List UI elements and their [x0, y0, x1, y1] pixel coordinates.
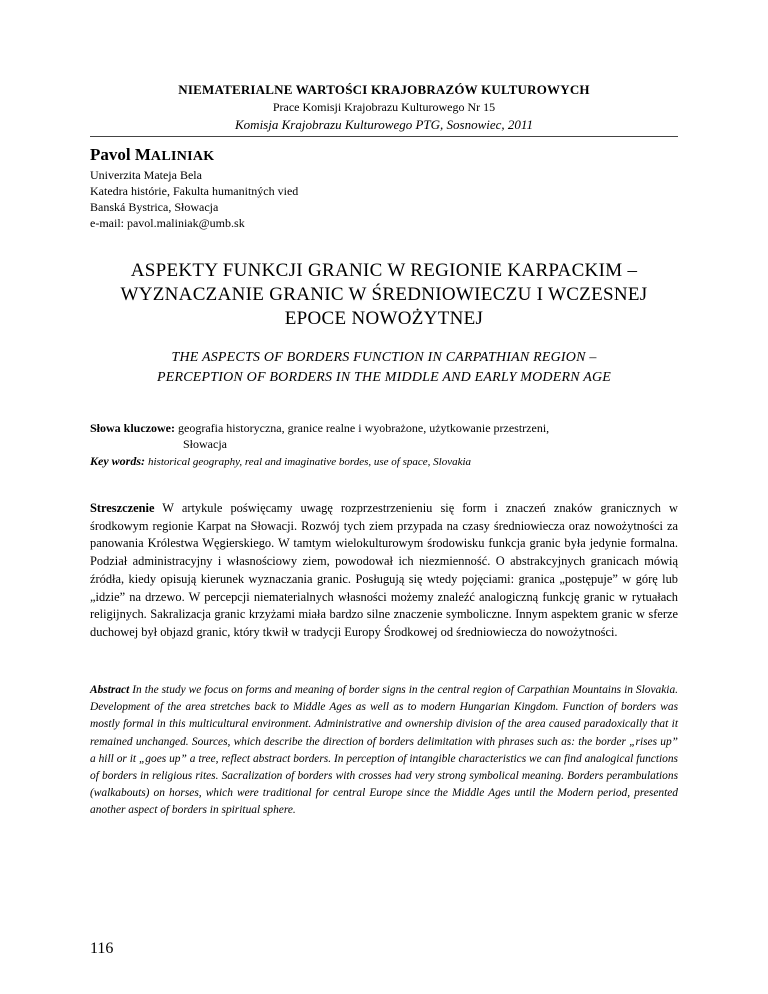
- series-title: NIEMATERIALNE WARTOŚCI KRAJOBRAZÓW KULTUROWYCH: [178, 82, 590, 97]
- affiliation-university: Univerzita Mateja Bela: [90, 168, 202, 182]
- page-number: 116: [90, 940, 114, 957]
- affiliation-city: Banská Bystrica, Słowacja: [90, 200, 219, 214]
- affiliation-email: e-mail: pavol.maliniak@umb.sk: [90, 216, 245, 230]
- affiliation: [90, 167, 298, 231]
- publisher-line: Komisja Krajobrazu Kulturowego PTG, Sosnowiec, 2011: [235, 117, 533, 132]
- streszczenie-text: W artykule poświęcamy uwagę rozprzestrzenieniu się form i znaczeń znaków granicznych w środkowym regionie Karpat na Słowacji. Rozwój tych ziem przypada na czasy średniowiecza oraz nowożytności za panowania Królestwa Węgierskiego. W tamtym wielokulturowym środowisku funkcja granic była jedynie formalna. Podział administracyjny i własnościowy ziem, powodował ich niezmienność. O abstrakcyjnych granicach mówią źródła, kiedy opisują kierunek wyznaczania granic. Posługują się wtedy pojęciami: granica „postępuje” w górę lub „idzie” na drzewo. W percepcji niematerialnych własności możemy znaleźć analogiczną funkcję granic w rytuałach religijnych. Sakralizacja granic krzyżami miała bardzo silne znaczenie symboliczne. Innym aspektem granic w sferze duchowej był objazd granic, który tkwił w tradycji Europy Środkowej od średniowiecza do nowożytności.: [90, 501, 679, 639]
- streszczenie-label: Streszczenie: [90, 501, 155, 515]
- abstract-paragraph: [90, 682, 678, 820]
- author-last-rest: ALINIAK: [150, 149, 215, 164]
- author-name: [90, 145, 214, 165]
- title-english: [90, 348, 678, 388]
- abstract-label: Abstract: [90, 684, 130, 696]
- header-rule: [90, 136, 678, 137]
- keywords-english-text: historical geography, real and imaginative bordes, use of space, Slovakia: [148, 456, 472, 468]
- author-first-name: Pavol: [90, 145, 131, 164]
- title-english-line: PERCEPTION OF BORDERS IN THE MIDDLE AND EARLY MODERN AGE: [156, 370, 612, 385]
- title-english-line: THE ASPECTS OF BORDERS FUNCTION IN CARPATHIAN REGION –: [171, 350, 597, 365]
- abstract-text: In the study we focus on forms and meaning of border signs in the central region of Carpathian Mountains in Slovakia. Development of the area stretches back to Middle Ages as well as to modern Hungarian Kingdom. Function of borders was mostly formal in this multicultural environment. Administrative and ownership division of the area caused paradoxically that it remained unchanged. Sources, which describe the direction of borders delimitation with phrases such as: the border „rises up” a hill or it „goes up” a tree, reflect abstract borders. In perception of intangible characteristics we can find analogical functions of borders in religious rites. Sacralization of borders with crosses had very strong symbolical meaning. Borders perambulations (walkabouts) on horses, which were traditional for central Europe since the Middle Ages until the Modern period, presented another aspect of borders in spiritual sphere.: [90, 684, 678, 817]
- keywords-polish-label: Słowa kluczowe:: [90, 421, 175, 435]
- keywords-polish-continuation: Słowacja: [183, 437, 227, 451]
- title-polish-line: ASPEKTY FUNKCJI GRANIC W REGIONIE KARPACKIM –: [130, 260, 638, 281]
- keywords-polish-text: geografia historyczna, granice realne i wyobrażone, użytkowanie przestrzeni,: [178, 421, 550, 435]
- series-subtitle: Prace Komisji Krajobrazu Kulturowego Nr 15: [272, 100, 496, 114]
- affiliation-department: Katedra histórie, Fakulta humanitných vied: [90, 184, 299, 198]
- author-last-initial: M: [134, 145, 151, 164]
- keywords-polish: [90, 420, 678, 452]
- title-polish-line: EPOCE NOWOŻYTNEJ: [284, 308, 484, 329]
- streszczenie-paragraph: [90, 500, 678, 642]
- keywords-english-label: Key words:: [90, 454, 145, 468]
- keywords-english: [90, 453, 678, 470]
- title-polish: [90, 259, 678, 331]
- title-polish-line: WYZNACZANIE GRANIC W ŚREDNIOWIECZU I WCZESNEJ: [120, 284, 648, 305]
